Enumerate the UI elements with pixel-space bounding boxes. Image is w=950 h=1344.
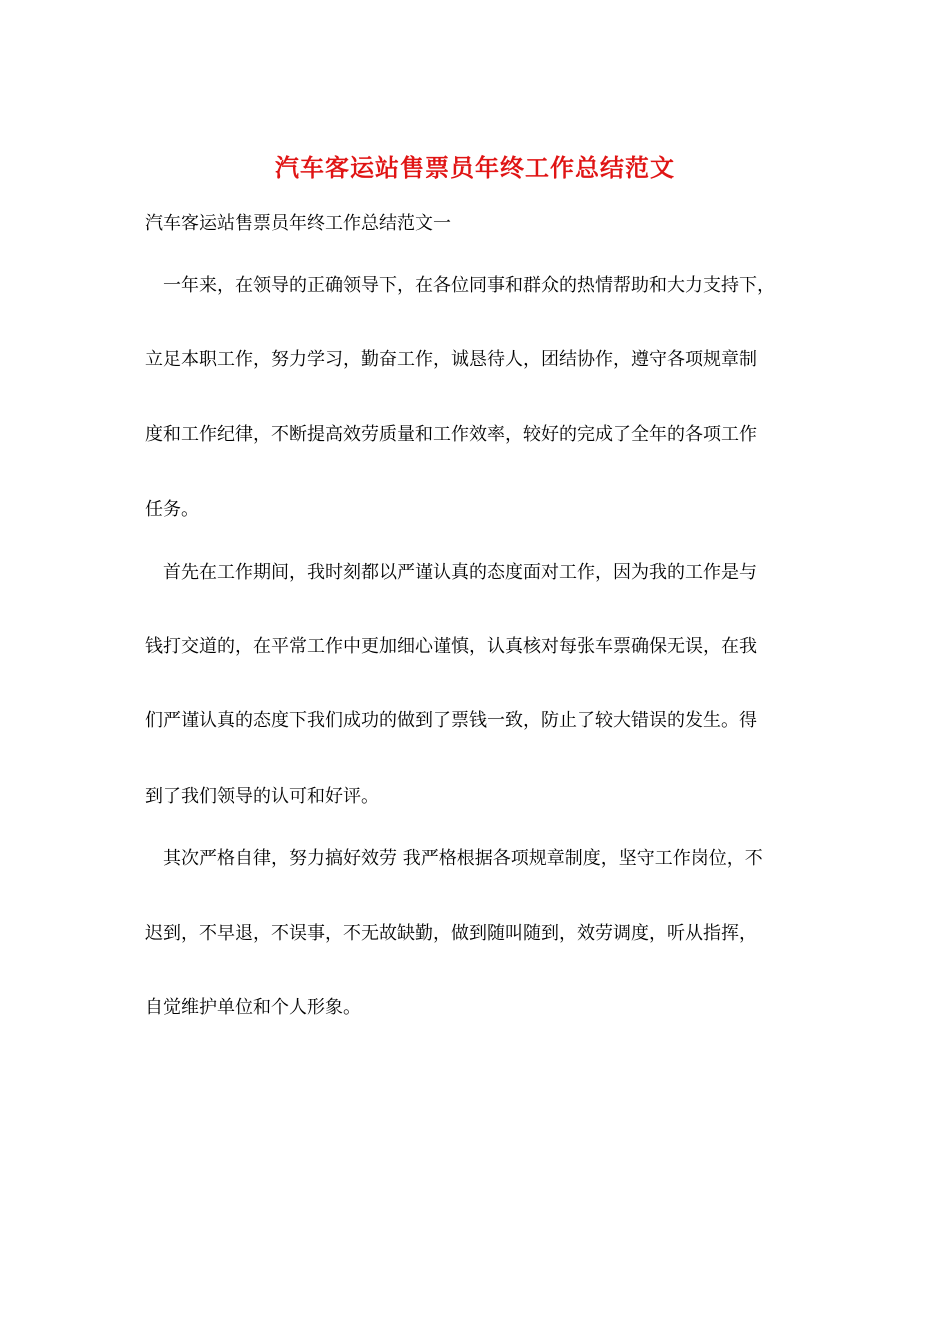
document-subtitle: 汽车客运站售票员年终工作总结范文一 xyxy=(145,213,451,234)
paragraph-line: 到了我们领导的认可和好评。 xyxy=(145,786,379,807)
paragraph-line: 迟到，不早退，不误事，不无故缺勤，做到随叫随到，效劳调度，听从指挥， xyxy=(145,923,757,944)
paragraph-line: 自觉维护单位和个人形象。 xyxy=(145,997,361,1018)
paragraph-line: 钱打交道的，在平常工作中更加细心谨慎，认真核对每张车票确保无误，在我 xyxy=(145,636,757,657)
paragraph-line: 们严谨认真的态度下我们成功的做到了票钱一致，防止了较大错误的发生。得 xyxy=(145,710,757,731)
paragraph-line: 任务。 xyxy=(145,499,199,520)
paragraph-line: 度和工作纪律，不断提高效劳质量和工作效率，较好的完成了全年的各项工作 xyxy=(145,424,757,445)
paragraph-line: 一年来，在领导的正确领导下，在各位同事和群众的热情帮助和大力支持下， xyxy=(145,275,775,296)
paragraph-line: 其次严格自律，努力搞好效劳 我严格根据各项规章制度，坚守工作岗位，不 xyxy=(145,848,763,869)
paragraph-line: 首先在工作期间，我时刻都以严谨认真的态度面对工作，因为我的工作是与 xyxy=(145,562,757,583)
document-title: 汽车客运站售票员年终工作总结范文 xyxy=(275,153,675,182)
paragraph-line: 立足本职工作，努力学习，勤奋工作，诚恳待人，团结协作，遵守各项规章制 xyxy=(145,349,757,370)
